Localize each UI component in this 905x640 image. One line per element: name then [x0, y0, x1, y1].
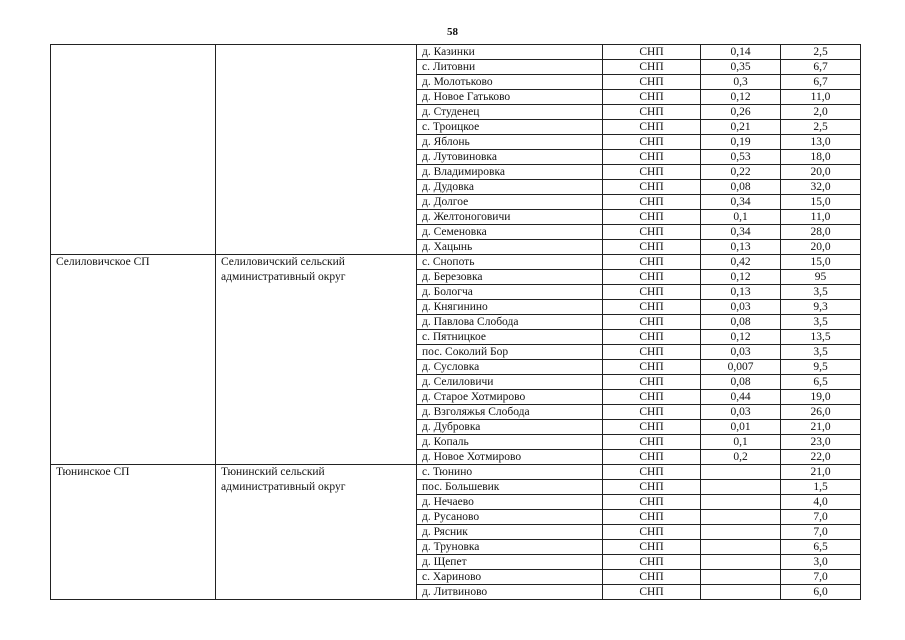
locality-name-cell: с. Пятницкое: [417, 330, 603, 345]
locality-type-cell: СНП: [603, 150, 701, 165]
locality-type-cell: СНП: [603, 405, 701, 420]
area-value-cell: 0,3: [701, 75, 781, 90]
settlement-name-cell: Тюнинское СП: [51, 465, 216, 600]
area-value-cell: 0,34: [701, 225, 781, 240]
distance-value-cell: 3,0: [781, 555, 861, 570]
distance-value-cell: 11,0: [781, 210, 861, 225]
distance-value-cell: 13,5: [781, 330, 861, 345]
distance-value-cell: 32,0: [781, 180, 861, 195]
locality-type-cell: СНП: [603, 270, 701, 285]
locality-name-cell: д. Селиловичи: [417, 375, 603, 390]
distance-value-cell: 28,0: [781, 225, 861, 240]
distance-value-cell: 20,0: [781, 165, 861, 180]
area-value-cell: 0,03: [701, 300, 781, 315]
locality-type-cell: СНП: [603, 330, 701, 345]
locality-name-cell: д. Павлова Слобода: [417, 315, 603, 330]
area-value-cell: 0,22: [701, 165, 781, 180]
locality-name-cell: д. Княгинино: [417, 300, 603, 315]
locality-name-cell: д. Владимировка: [417, 165, 603, 180]
distance-value-cell: 7,0: [781, 525, 861, 540]
locality-type-cell: СНП: [603, 105, 701, 120]
distance-value-cell: 7,0: [781, 510, 861, 525]
area-value-cell: 0,08: [701, 375, 781, 390]
locality-name-cell: д. Лутовиновка: [417, 150, 603, 165]
area-value-cell: 0,13: [701, 240, 781, 255]
distance-value-cell: 21,0: [781, 465, 861, 480]
area-value-cell: 0,19: [701, 135, 781, 150]
settlement-name-cell: [51, 45, 216, 255]
area-value-cell: 0,03: [701, 405, 781, 420]
distance-value-cell: 22,0: [781, 450, 861, 465]
locality-name-cell: д. Новое Гатьково: [417, 90, 603, 105]
locality-type-cell: СНП: [603, 345, 701, 360]
area-value-cell: 0,14: [701, 45, 781, 60]
distance-value-cell: 23,0: [781, 435, 861, 450]
distance-value-cell: 6,5: [781, 375, 861, 390]
district-name-cell: [216, 45, 417, 255]
area-value-cell: 0,34: [701, 195, 781, 210]
locality-type-cell: СНП: [603, 90, 701, 105]
locality-type-cell: СНП: [603, 360, 701, 375]
area-value-cell: 0,12: [701, 270, 781, 285]
locality-type-cell: СНП: [603, 525, 701, 540]
distance-value-cell: 21,0: [781, 420, 861, 435]
area-value-cell: 0,08: [701, 315, 781, 330]
distance-value-cell: 6,5: [781, 540, 861, 555]
area-value-cell: 0,2: [701, 450, 781, 465]
locality-name-cell: д. Березовка: [417, 270, 603, 285]
area-value-cell: [701, 525, 781, 540]
locality-type-cell: СНП: [603, 60, 701, 75]
locality-name-cell: с. Тюнино: [417, 465, 603, 480]
area-value-cell: 0,21: [701, 120, 781, 135]
locality-name-cell: с. Литовни: [417, 60, 603, 75]
locality-name-cell: д. Щепет: [417, 555, 603, 570]
locality-type-cell: СНП: [603, 45, 701, 60]
locality-name-cell: д. Хацынь: [417, 240, 603, 255]
area-value-cell: 0,13: [701, 285, 781, 300]
distance-value-cell: 6,7: [781, 60, 861, 75]
locality-type-cell: СНП: [603, 195, 701, 210]
locality-type-cell: СНП: [603, 300, 701, 315]
locality-name-cell: д. Взголяжья Слобода: [417, 405, 603, 420]
settlements-table: [50, 44, 861, 600]
area-value-cell: 0,007: [701, 360, 781, 375]
locality-type-cell: СНП: [603, 510, 701, 525]
locality-type-cell: СНП: [603, 375, 701, 390]
table-row: [51, 45, 861, 60]
distance-value-cell: 2,0: [781, 105, 861, 120]
settlement-name-cell: Селиловичское СП: [51, 255, 216, 465]
district-name-cell: Селиловичский сельский административный округ: [216, 255, 417, 465]
area-value-cell: [701, 570, 781, 585]
locality-type-cell: СНП: [603, 450, 701, 465]
locality-name-cell: д. Желтоноговичи: [417, 210, 603, 225]
area-value-cell: [701, 480, 781, 495]
area-value-cell: 0,12: [701, 90, 781, 105]
area-value-cell: 0,44: [701, 390, 781, 405]
area-value-cell: 0,12: [701, 330, 781, 345]
locality-type-cell: СНП: [603, 165, 701, 180]
district-name-cell: Тюнинский сельский административный округ: [216, 465, 417, 600]
area-value-cell: [701, 510, 781, 525]
distance-value-cell: 19,0: [781, 390, 861, 405]
locality-type-cell: СНП: [603, 540, 701, 555]
locality-name-cell: д. Дудовка: [417, 180, 603, 195]
area-value-cell: 0,35: [701, 60, 781, 75]
locality-type-cell: СНП: [603, 240, 701, 255]
locality-type-cell: СНП: [603, 135, 701, 150]
distance-value-cell: 15,0: [781, 255, 861, 270]
locality-name-cell: д. Старое Хотмирово: [417, 390, 603, 405]
area-value-cell: [701, 555, 781, 570]
area-value-cell: [701, 465, 781, 480]
locality-type-cell: СНП: [603, 75, 701, 90]
locality-name-cell: д. Новое Хотмирово: [417, 450, 603, 465]
area-value-cell: 0,1: [701, 210, 781, 225]
locality-type-cell: СНП: [603, 120, 701, 135]
locality-type-cell: СНП: [603, 495, 701, 510]
locality-name-cell: с. Хариново: [417, 570, 603, 585]
area-value-cell: 0,08: [701, 180, 781, 195]
locality-name-cell: пос. Соколий Бор: [417, 345, 603, 360]
settlements-table-body: [51, 45, 861, 600]
locality-name-cell: д. Труновка: [417, 540, 603, 555]
table-row: [51, 465, 861, 480]
locality-name-cell: д. Рясник: [417, 525, 603, 540]
locality-type-cell: СНП: [603, 285, 701, 300]
area-value-cell: 0,53: [701, 150, 781, 165]
table-row: [51, 255, 861, 270]
distance-value-cell: 3,5: [781, 315, 861, 330]
locality-name-cell: д. Семеновка: [417, 225, 603, 240]
distance-value-cell: 18,0: [781, 150, 861, 165]
area-value-cell: 0,01: [701, 420, 781, 435]
locality-type-cell: СНП: [603, 315, 701, 330]
area-value-cell: 0,26: [701, 105, 781, 120]
distance-value-cell: 2,5: [781, 45, 861, 60]
page-number: 58: [447, 26, 458, 38]
locality-name-cell: с. Снопоть: [417, 255, 603, 270]
locality-type-cell: СНП: [603, 255, 701, 270]
distance-value-cell: 4,0: [781, 495, 861, 510]
distance-value-cell: 13,0: [781, 135, 861, 150]
locality-name-cell: д. Копаль: [417, 435, 603, 450]
area-value-cell: 0,03: [701, 345, 781, 360]
area-value-cell: 0,42: [701, 255, 781, 270]
locality-type-cell: СНП: [603, 180, 701, 195]
locality-name-cell: д. Русаново: [417, 510, 603, 525]
distance-value-cell: 7,0: [781, 570, 861, 585]
area-value-cell: [701, 585, 781, 600]
distance-value-cell: 15,0: [781, 195, 861, 210]
distance-value-cell: 6,0: [781, 585, 861, 600]
distance-value-cell: 95: [781, 270, 861, 285]
locality-type-cell: СНП: [603, 555, 701, 570]
locality-name-cell: д. Бологча: [417, 285, 603, 300]
locality-type-cell: СНП: [603, 585, 701, 600]
locality-type-cell: СНП: [603, 420, 701, 435]
distance-value-cell: 9,5: [781, 360, 861, 375]
locality-name-cell: д. Сусловка: [417, 360, 603, 375]
locality-type-cell: СНП: [603, 465, 701, 480]
locality-name-cell: д. Казинки: [417, 45, 603, 60]
locality-type-cell: СНП: [603, 435, 701, 450]
locality-type-cell: СНП: [603, 570, 701, 585]
locality-name-cell: д. Литвиново: [417, 585, 603, 600]
distance-value-cell: 1,5: [781, 480, 861, 495]
locality-type-cell: СНП: [603, 390, 701, 405]
distance-value-cell: 20,0: [781, 240, 861, 255]
distance-value-cell: 3,5: [781, 285, 861, 300]
distance-value-cell: 3,5: [781, 345, 861, 360]
locality-name-cell: пос. Большевик: [417, 480, 603, 495]
locality-name-cell: д. Дубровка: [417, 420, 603, 435]
locality-name-cell: д. Студенец: [417, 105, 603, 120]
locality-name-cell: д. Нечаево: [417, 495, 603, 510]
locality-name-cell: д. Яблонь: [417, 135, 603, 150]
distance-value-cell: 11,0: [781, 90, 861, 105]
locality-name-cell: д. Молотьково: [417, 75, 603, 90]
distance-value-cell: 9,3: [781, 300, 861, 315]
distance-value-cell: 2,5: [781, 120, 861, 135]
locality-name-cell: д. Долгое: [417, 195, 603, 210]
area-value-cell: [701, 495, 781, 510]
distance-value-cell: 6,7: [781, 75, 861, 90]
locality-type-cell: СНП: [603, 225, 701, 240]
locality-name-cell: с. Троицкое: [417, 120, 603, 135]
distance-value-cell: 26,0: [781, 405, 861, 420]
locality-type-cell: СНП: [603, 480, 701, 495]
area-value-cell: 0,1: [701, 435, 781, 450]
area-value-cell: [701, 540, 781, 555]
locality-type-cell: СНП: [603, 210, 701, 225]
